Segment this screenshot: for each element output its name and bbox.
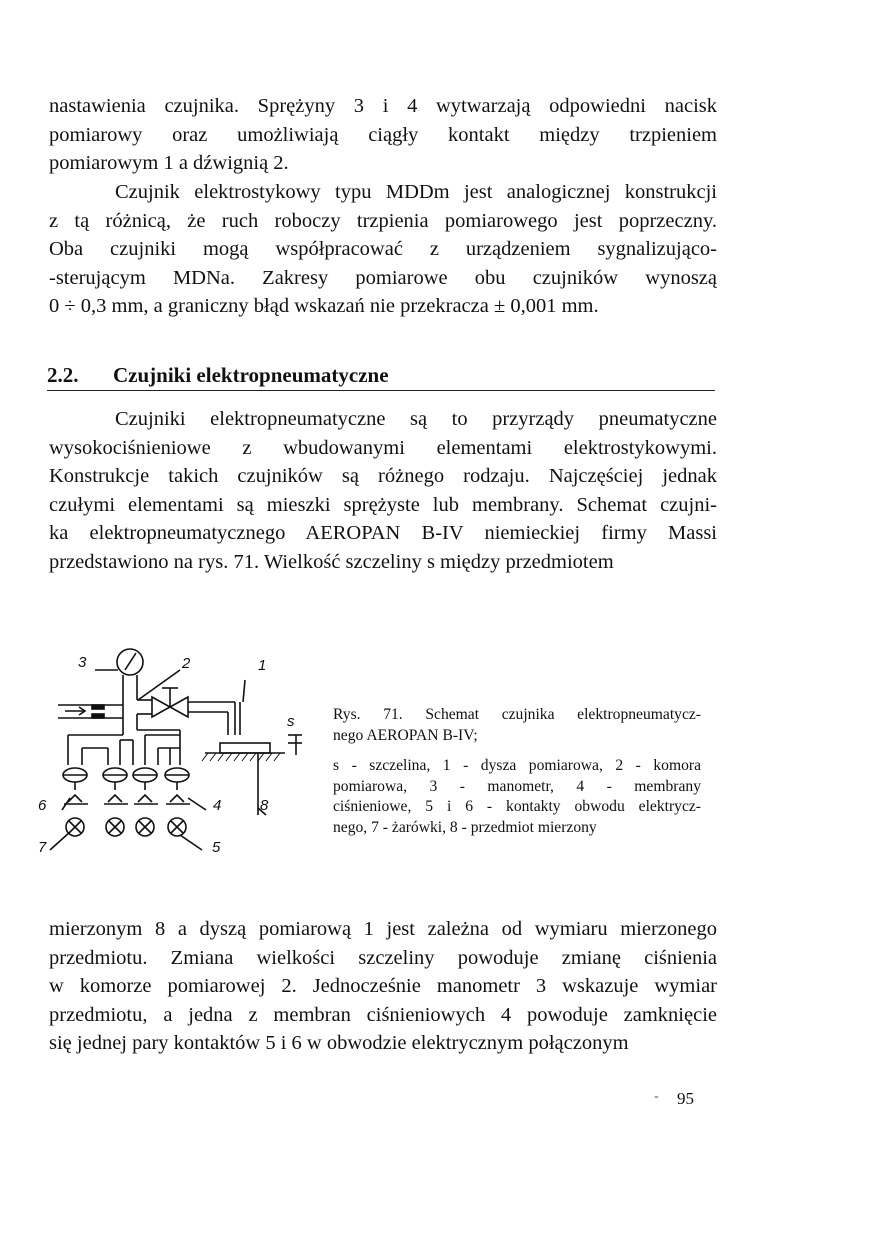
section-title: Czujniki elektropneumatyczne bbox=[113, 363, 389, 387]
paragraph-intro bbox=[49, 405, 717, 576]
text-line: 0 ÷ 0,3 mm, a graniczny błąd wskazań nie przekracza ± 0,001 mm. bbox=[49, 295, 599, 317]
caption-legend-line: s - szczelina, 1 - dysza pomiarowa, 2 - komora bbox=[333, 757, 701, 774]
paragraph-mddm bbox=[49, 178, 717, 321]
text-line: czułymi elementami są mieszki sprężyste lub membrany. Schemat czujni- bbox=[49, 493, 717, 516]
text-line: nastawienia czujnika. Sprężyny 3 i 4 wytwarzają odpowiedni nacisk bbox=[49, 95, 717, 117]
caption-legend-line: nego, 7 - żarówki, 8 - przedmiot mierzony bbox=[333, 818, 597, 836]
figure-label-2: 2 bbox=[182, 655, 191, 672]
text-line: w komorze pomiarowej 2. Jednocześnie manometr 3 wskazuje wymiar bbox=[49, 975, 717, 997]
figure-label-1: 1 bbox=[258, 657, 267, 674]
figure-label-s: s bbox=[287, 713, 295, 730]
contacts-row bbox=[64, 795, 190, 804]
manometer-needle bbox=[125, 653, 136, 670]
text-line: Oba czujniki mogą współpracować z urządzeniem sygnalizująco- bbox=[49, 238, 717, 260]
text-line: Konstrukcje takich czujników są różnego rodzaju. Najczęściej jednak bbox=[49, 465, 717, 487]
sensor-schematic-figure bbox=[30, 640, 320, 865]
text-line: się jednej pary kontaktów 5 i 6 w obwodzie elektrycznym połączonym bbox=[49, 1032, 629, 1054]
valve-left bbox=[152, 697, 170, 717]
paragraph-description bbox=[49, 915, 717, 1058]
measured-object bbox=[220, 743, 270, 753]
text-line: -sterującym MDNa. Zakresy pomiarowe obu czujników wynoszą bbox=[49, 266, 717, 289]
text-line: z tą różnicą, że ruch roboczy trzpienia pomiarowego jest poprzeczny. bbox=[49, 209, 717, 232]
text-line: Czujnik elektrostykowy typu MDDm jest analogicznej konstrukcji bbox=[115, 181, 717, 203]
section-heading bbox=[47, 363, 715, 391]
text-line: ka elektropneumatycznego AEROPAN B-IV niemieckiej firmy Massi bbox=[49, 522, 717, 544]
text-line: mierzonym 8 a dyszą pomiarową 1 jest zależna od wymiaru mierzonego bbox=[49, 918, 717, 940]
text-line: pomiarowym 1 a dźwignią 2. bbox=[49, 152, 289, 174]
figure-caption bbox=[333, 705, 701, 838]
valve-right bbox=[170, 697, 188, 717]
text-line: przedstawiono na rys. 71. Wielkość szczeliny s między przedmiotem bbox=[49, 550, 614, 573]
text-line: pomiarowy oraz umożliwiają ciągły kontakt między trzpieniem bbox=[49, 123, 717, 146]
restrictor-upper bbox=[92, 705, 104, 709]
figure-label-4: 4 bbox=[213, 797, 222, 814]
text-line: wysokociśnieniowe z wbudowanymi elementami elektrostykowymi. bbox=[49, 436, 717, 459]
page-number: 95 bbox=[677, 1089, 694, 1108]
figure-label-3: 3 bbox=[78, 654, 87, 671]
figure-label-7: 7 bbox=[38, 839, 47, 856]
figure-label-8: 8 bbox=[260, 797, 269, 814]
page-number-dash: - bbox=[654, 1089, 659, 1104]
lamps-row bbox=[66, 818, 186, 836]
figure-label-6: 6 bbox=[38, 797, 47, 814]
membrane-row bbox=[63, 768, 189, 790]
caption-title-line: nego AEROPAN B-IV; bbox=[333, 726, 478, 744]
caption-legend-line: ciśnieniowe, 5 i 6 - kontakty obwodu elektrycz- bbox=[333, 798, 701, 815]
caption-legend-line: pomiarowa, 3 - manometr, 4 - membrany bbox=[333, 777, 701, 795]
section-number: 2.2. bbox=[47, 363, 79, 387]
restrictor-lower bbox=[92, 714, 104, 718]
paragraph-continuation bbox=[49, 92, 717, 178]
text-line: Czujniki elektropneumatyczne są to przyrządy pneumatyczne bbox=[115, 408, 717, 430]
figure-label-5: 5 bbox=[212, 839, 221, 856]
caption-title-line: Rys. 71. Schemat czujnika elektropneumatycz- bbox=[333, 706, 701, 723]
text-line: przedmiotu, a jedna z membran ciśnieniowych 4 powoduje zamknięcie bbox=[49, 1003, 717, 1026]
text-line: przedmiotu. Zmiana wielkości szczeliny powoduje zmianę ciśnienia bbox=[49, 946, 717, 969]
